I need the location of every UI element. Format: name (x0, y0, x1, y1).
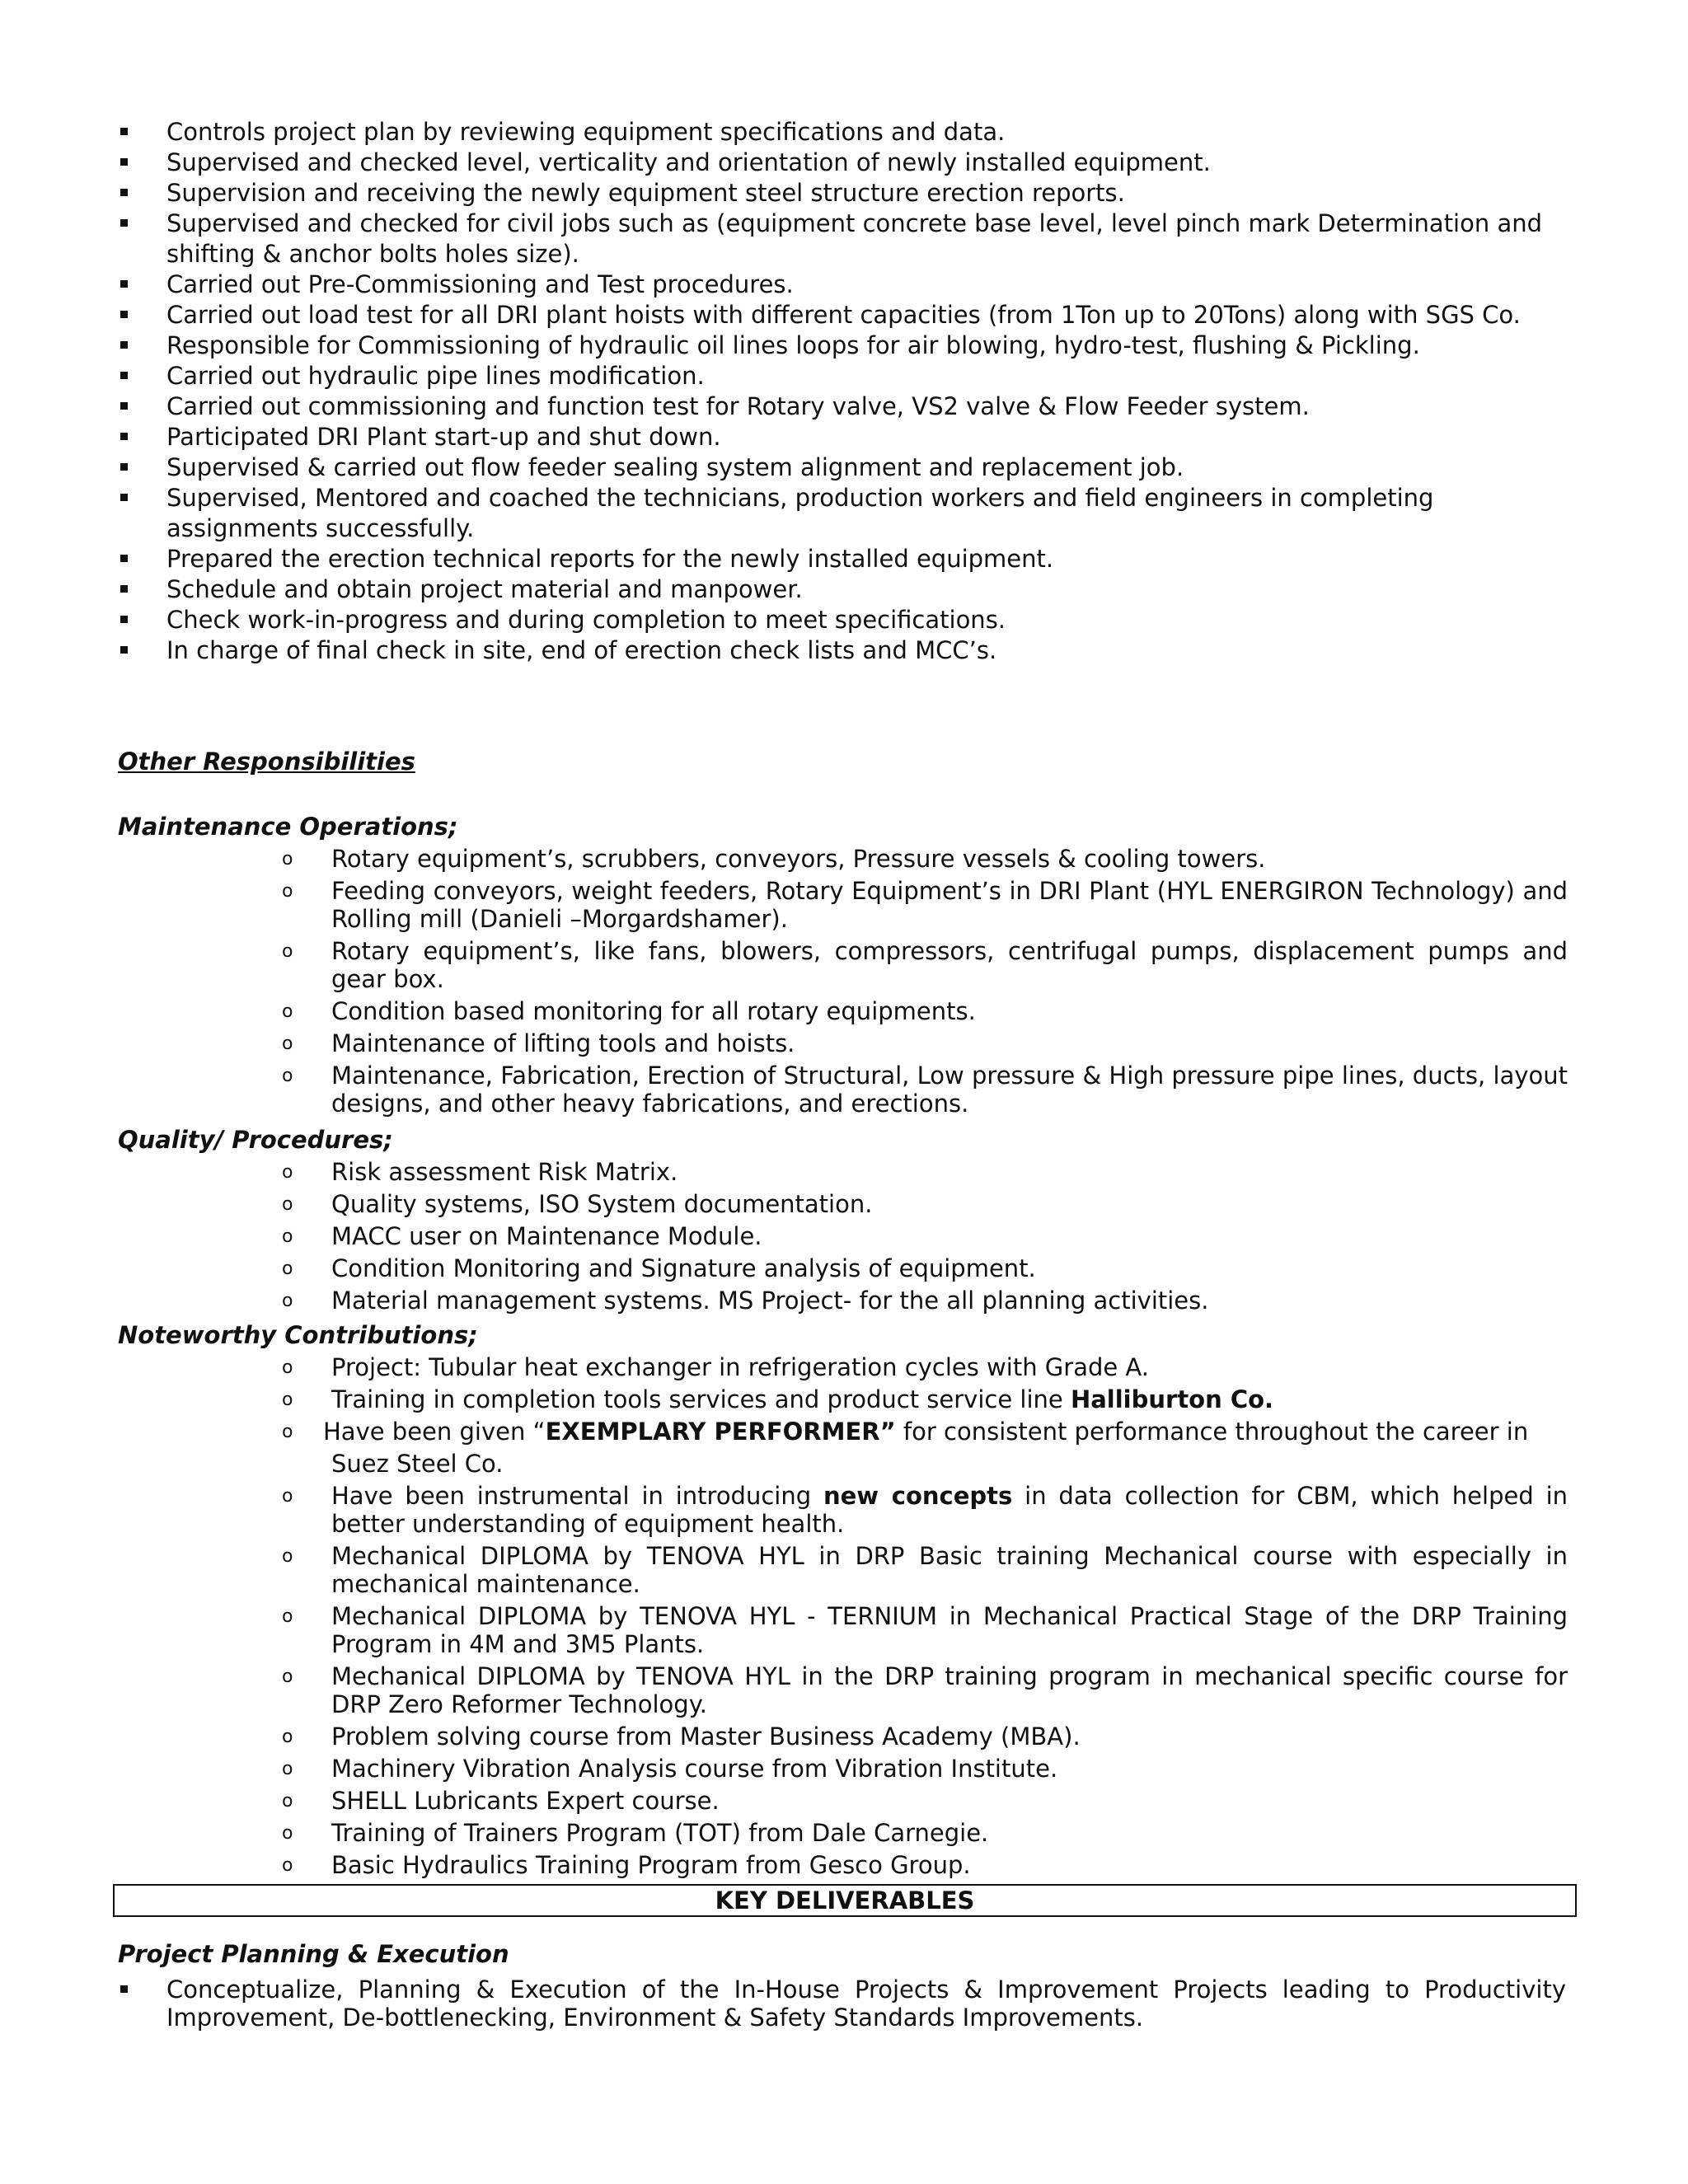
list-item-text: Rotary equipment’s, like fans, blowers, compressors, centrifugal pumps, displacement pumps and gear box. (331, 937, 1568, 993)
square-bullet-icon (120, 280, 128, 288)
key-deliverables-header: KEY DELIVERABLES (113, 1884, 1577, 1917)
responsibilities-list (118, 117, 1568, 666)
list-item-text: in data collection for CBM, which helped in better understanding of equipment health. (331, 1482, 1568, 1538)
list-item-text: Risk assessment Risk Matrix. (331, 1158, 678, 1186)
list-item (118, 117, 1568, 148)
circle-bullet-icon: o (282, 1258, 293, 1279)
list-item (282, 1851, 1568, 1879)
circle-bullet-icon: o (282, 1759, 293, 1779)
list-item (118, 544, 1568, 574)
square-bullet-icon (120, 555, 128, 562)
list-item (118, 178, 1568, 209)
list-item (282, 997, 1568, 1025)
circle-bullet-icon: o (282, 1226, 293, 1247)
list-item (282, 1286, 1568, 1315)
list-item-text: SHELL Lubricants Expert course. (331, 1787, 720, 1815)
list-item-text: Project: Tubular heat exchanger in refrigeration cycles with Grade A. (331, 1353, 1149, 1381)
list-item-text: Problem solving course from Master Business Academy (MBA). (331, 1722, 1081, 1750)
circle-bullet-icon: o (282, 1666, 293, 1687)
other-responsibilities-heading: Other Responsibilities (118, 748, 415, 776)
square-bullet-icon (120, 616, 128, 623)
list-item-text: Supervised and checked for civil jobs such as (equipment concrete base level, level pinch mark Determination and shifting & anchor bolts holes size). (166, 209, 1543, 268)
circle-bullet-icon: o (282, 941, 293, 962)
list-item (282, 1190, 1568, 1218)
list-item (118, 422, 1568, 452)
noteworthy-contributions-heading: Noteworthy Contributions; (118, 1321, 478, 1349)
list-item-text: Condition Monitoring and Signature analysis of equipment. (331, 1254, 1036, 1282)
project-planning-heading: Project Planning & Execution (118, 1940, 509, 1968)
list-item-text: Condition based monitoring for all rotary equipments. (331, 997, 976, 1025)
circle-bullet-icon: o (282, 1390, 293, 1410)
quality-procedures-list (282, 1158, 1568, 1319)
list-item (282, 1254, 1568, 1282)
list-item-text: Supervision and receiving the newly equipment steel structure erection reports. (166, 179, 1125, 207)
square-bullet-icon (120, 372, 128, 379)
list-item-text: Conceptualize, Planning & Execution of the In-House Projects & Improvement Projects leading to Productivity Improvement, De-bottlenecking, Environment & Safety Standards Improvements. (166, 1975, 1566, 2032)
company-name-bold: Halliburton Co. (1070, 1385, 1274, 1413)
list-item (118, 635, 1568, 666)
noteworthy-contributions-list (282, 1353, 1568, 1883)
list-item-text: Basic Hydraulics Training Program from Gesco Group. (331, 1851, 971, 1879)
list-item (118, 361, 1568, 391)
list-item (282, 1662, 1568, 1718)
list-item (282, 1722, 1568, 1750)
circle-bullet-icon: o (282, 1823, 293, 1844)
list-item (118, 300, 1568, 330)
list-item (282, 1158, 1568, 1186)
circle-bullet-icon: o (282, 1791, 293, 1811)
list-item-text: Rotary equipment’s, scrubbers, conveyors, Pressure vessels & cooling towers. (331, 845, 1266, 873)
square-bullet-icon (120, 189, 128, 196)
list-item (118, 330, 1568, 361)
list-item-text: Supervised and checked level, verticality and orientation of newly installed equipment. (166, 148, 1211, 176)
square-bullet-icon (120, 433, 128, 440)
list-item (282, 1482, 1568, 1538)
list-item-text: Participated DRI Plant start-up and shut down. (166, 423, 721, 451)
list-item (118, 269, 1568, 300)
list-item (118, 483, 1568, 544)
list-item-text: Maintenance, Fabrication, Erection of Structural, Low pressure & High pressure pipe lines, ducts, layout designs, and other heavy fabrications, and erections. (331, 1062, 1568, 1118)
list-item-text-line2: Suez Steel Co. (331, 1450, 504, 1478)
circle-bullet-icon: o (282, 881, 293, 902)
square-bullet-icon (120, 646, 128, 654)
list-item (282, 1062, 1568, 1118)
list-item-text: Responsible for Commissioning of hydraulic oil lines loops for air blowing, hydro-test, flushing & Pickling. (166, 331, 1420, 359)
list-item-text: Feeding conveyors, weight feeders, Rotary Equipment’s in DRI Plant (HYL ENERGIRON Technology) and Rolling mill (Danieli –Morgardshamer). (331, 877, 1568, 933)
list-item (118, 1975, 1566, 2032)
list-item (282, 1787, 1568, 1815)
list-item-text: Have been given “ (323, 1418, 546, 1446)
list-item (118, 574, 1568, 605)
list-item-text: Prepared the erection technical reports for the newly installed equipment. (166, 545, 1054, 573)
list-item-text: Mechanical DIPLOMA by TENOVA HYL in DRP Basic training Mechanical course with especially in mechanical maintenance. (331, 1542, 1568, 1598)
new-concepts-bold: new concepts (823, 1482, 1013, 1510)
maintenance-operations-heading: Maintenance Operations; (118, 813, 458, 841)
award-name-bold: EXEMPLARY PERFORMER” (545, 1418, 896, 1446)
list-item-text: In charge of final check in site, end of erection check lists and MCC’s. (166, 636, 997, 664)
square-bullet-icon (120, 128, 128, 135)
list-item-text: Mechanical DIPLOMA by TENOVA HYL in the DRP training program in mechanical specific course for DRP Zero Reformer Technology. (331, 1662, 1568, 1718)
list-item (282, 877, 1568, 933)
circle-bullet-icon: o (282, 1606, 293, 1627)
maintenance-operations-list (282, 845, 1568, 1122)
square-bullet-icon (120, 158, 128, 166)
list-item-text: MACC user on Maintenance Module. (331, 1222, 762, 1250)
circle-bullet-icon: o (282, 1066, 293, 1086)
list-item (118, 148, 1568, 178)
list-item-text: Mechanical DIPLOMA by TENOVA HYL - TERNIUM in Mechanical Practical Stage of the DRP Training Program in 4M and 3M5 Plants. (331, 1602, 1568, 1658)
circle-bullet-icon: o (282, 1162, 293, 1183)
circle-bullet-icon: o (282, 1855, 293, 1876)
list-item (282, 1418, 1568, 1478)
square-bullet-icon (120, 402, 128, 410)
list-item-text: Material management systems. MS Project- for the all planning activities. (331, 1286, 1209, 1315)
circle-bullet-icon: o (282, 849, 293, 869)
circle-bullet-icon: o (282, 1486, 293, 1507)
list-item-text: Supervised & carried out flow feeder sealing system alignment and replacement job. (166, 453, 1184, 481)
list-item-text: Training in completion tools services and product service line (331, 1385, 1071, 1413)
square-bullet-icon (120, 311, 128, 318)
square-bullet-icon (120, 341, 128, 349)
list-item-text: Carried out load test for all DRI plant hoists with different capacities (from 1Ton up to 20Tons) along with SGS Co. (166, 301, 1521, 329)
circle-bullet-icon: o (282, 1033, 293, 1054)
list-item (282, 1029, 1568, 1057)
list-item-text: Machinery Vibration Analysis course from Vibration Institute. (331, 1755, 1058, 1783)
list-item-text: Carried out Pre-Commissioning and Test procedures. (166, 270, 794, 298)
list-item (282, 937, 1568, 993)
square-bullet-icon (120, 494, 128, 501)
list-item (282, 845, 1568, 873)
list-item-text: Supervised, Mentored and coached the technicians, production workers and field engineers in completing assignments successfully. (166, 484, 1434, 542)
circle-bullet-icon: o (282, 1727, 293, 1747)
list-item (282, 1542, 1568, 1598)
circle-bullet-icon: o (282, 1546, 293, 1567)
quality-procedures-heading: Quality/ Procedures; (118, 1126, 393, 1154)
list-item-text: Carried out commissioning and function test for Rotary valve, VS2 valve & Flow Feeder system. (166, 392, 1310, 420)
list-item (118, 605, 1568, 635)
circle-bullet-icon: o (282, 1422, 293, 1442)
circle-bullet-icon: o (282, 1357, 293, 1378)
list-item-text: Have been instrumental in introducing (331, 1482, 823, 1510)
square-bullet-icon (120, 1985, 128, 1993)
list-item (118, 391, 1568, 422)
list-item (282, 1222, 1568, 1250)
list-item (282, 1602, 1568, 1658)
list-item-text: Check work-in-progress and during completion to meet specifications. (166, 606, 1006, 634)
list-item-text: Carried out hydraulic pipe lines modification. (166, 362, 705, 390)
circle-bullet-icon: o (282, 1194, 293, 1215)
list-item-text: Maintenance of lifting tools and hoists. (331, 1029, 795, 1057)
square-bullet-icon (120, 219, 128, 227)
list-item (118, 209, 1568, 269)
list-item-text: Controls project plan by reviewing equipment specifications and data. (166, 118, 1006, 146)
circle-bullet-icon: o (282, 1291, 293, 1311)
list-item (282, 1353, 1568, 1381)
square-bullet-icon (120, 463, 128, 471)
list-item-text: Training of Trainers Program (TOT) from Dale Carnegie. (331, 1819, 989, 1847)
list-item (282, 1755, 1568, 1783)
circle-bullet-icon: o (282, 1001, 293, 1022)
list-item (282, 1385, 1568, 1413)
list-item (118, 452, 1568, 483)
key-deliverables-list (118, 1975, 1566, 2032)
list-item-text: Quality systems, ISO System documentation. (331, 1190, 873, 1218)
list-item-text: Schedule and obtain project material and manpower. (166, 575, 803, 603)
square-bullet-icon (120, 585, 128, 593)
list-item (282, 1819, 1568, 1847)
list-item-text: for consistent performance throughout the career in (895, 1418, 1529, 1446)
